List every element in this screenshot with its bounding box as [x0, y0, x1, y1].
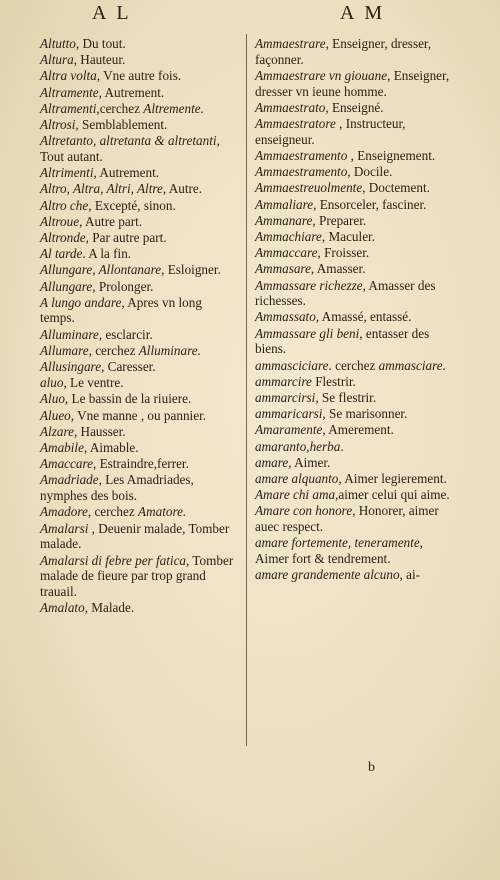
entry-definition: , Doctement.: [362, 180, 430, 196]
dictionary-entry: [40, 101, 236, 117]
dictionary-entry: [255, 390, 458, 406]
entry-headword: Ammachiare: [255, 228, 322, 244]
right-column: [255, 36, 458, 583]
entry-definition: , Les Amadriades, nymphes des bois.: [40, 472, 194, 504]
dictionary-entry: [40, 133, 236, 164]
dictionary-entry: [40, 181, 236, 197]
entry-definition: , Le bassin de la riuiere.: [64, 391, 192, 407]
entry-definition: , Ensorceler, fasciner.: [313, 196, 427, 212]
entry-headword: Ammanare: [255, 212, 313, 228]
entry-definition: , Esloigner.: [161, 262, 221, 278]
entry-headword: ammaricarsi: [255, 406, 323, 422]
entry-headword: Altro che: [40, 197, 89, 213]
entry-headword: Altronde: [40, 229, 86, 245]
dictionary-entry: [40, 36, 236, 52]
entry-definition: . A la fin.: [82, 246, 132, 262]
dictionary-entry: [40, 165, 236, 181]
dictionary-entry: [40, 214, 236, 230]
dictionary-entry: [255, 36, 458, 67]
entry-headword: Altretanto, altretanta & altretanti: [40, 133, 217, 149]
entry-definition: ,aimer celui qui aime.: [335, 487, 450, 503]
entry-definition: , Excepté, sinon.: [88, 197, 176, 213]
entry-headword: amare: [255, 454, 289, 470]
dictionary-entry: [255, 68, 458, 99]
dictionary-entry: [40, 279, 236, 295]
entry-definition: , Autrement.: [98, 84, 165, 100]
dictionary-entry: [40, 375, 236, 391]
dictionary-entry: [255, 487, 458, 503]
entry-definition: , esclarcir.: [98, 326, 153, 342]
entry-definition: , Vne manne , ou pannier.: [70, 407, 207, 423]
entry-definition: , Hauteur.: [73, 52, 126, 68]
entry-headword: Amaccare: [40, 456, 93, 472]
dictionary-entry: [255, 213, 458, 229]
entry-headword: Ammaestrare: [255, 36, 326, 51]
entry-definition: , Tomber malade de fieure par trop grand trauail.: [40, 552, 234, 599]
entry-headword: Ammassato: [255, 309, 316, 325]
entry-definition: , Vne autre fois.: [96, 68, 182, 84]
entry-headword: Ammaestratore: [255, 116, 336, 132]
dictionary-entry: [40, 198, 236, 214]
dictionary-entry: [40, 327, 236, 343]
header-right: A M: [340, 2, 386, 24]
entry-definition: , Deuenir malade, Tomber malade.: [40, 520, 230, 552]
dictionary-entry: [40, 521, 236, 552]
dictionary-entry: [40, 85, 236, 101]
dictionary-entry: [40, 391, 236, 407]
entry-headword: Allungare: [40, 278, 93, 294]
dictionary-entry: [255, 100, 458, 116]
dictionary-entry: [255, 261, 458, 277]
entry-definition: , Froisser.: [317, 245, 370, 261]
dictionary-entry: [40, 359, 236, 375]
entry-definition: , Maculer.: [321, 228, 376, 244]
entry-definition: , Enseigner, dresser, façonner.: [255, 36, 432, 67]
dictionary-entry: [40, 343, 236, 359]
entry-headword: amaranto,herba: [255, 438, 341, 454]
dictionary-entry: [255, 471, 458, 487]
entry-definition: , Du tout.: [75, 36, 126, 51]
entry-cross-reference: Altremente.: [143, 100, 204, 116]
entry-headword: Altroue: [40, 213, 80, 229]
entry-headword: Altura: [40, 52, 74, 68]
dictionary-entry: [40, 600, 236, 616]
entry-headword: Amabile: [40, 440, 84, 456]
entry-definition: .: [340, 438, 344, 454]
running-header: [0, 2, 500, 30]
entry-headword: ammarcirsi: [255, 389, 316, 405]
entry-headword: Alluminare: [40, 326, 99, 342]
dictionary-entry: [255, 358, 458, 374]
entry-definition: , Instructeur, enseigneur.: [255, 116, 406, 147]
entry-headword: Ammaestrare vn giouane: [255, 67, 388, 83]
dictionary-entry: [255, 406, 458, 422]
entry-headword: Allumare: [40, 342, 89, 358]
entry-headword: Ammaestreuolmente: [255, 180, 363, 196]
dictionary-entry: [255, 197, 458, 213]
entry-definition: , Aimable.: [83, 440, 139, 456]
entry-headword: Amare chi ama: [255, 487, 336, 503]
entry-headword: Altramenti: [40, 100, 97, 116]
entry-headword: Amaramente: [255, 422, 323, 438]
dictionary-entry: [40, 472, 236, 503]
dictionary-entry: [40, 68, 236, 84]
dictionary-entry: [255, 116, 458, 147]
entry-definition: , Honorer, aimer auec respect.: [255, 503, 439, 535]
entry-definition: , Se flestrir.: [315, 389, 377, 405]
entry-headword: Amadore: [40, 504, 88, 520]
entry-headword: Ammasare: [255, 261, 311, 277]
entry-definition: , Enseigner, dresser vn ieune homme.: [255, 67, 450, 99]
entry-definition: , Amasser des richesses.: [255, 277, 436, 309]
entry-headword: amare alquanto: [255, 470, 339, 486]
entry-definition: , Autrement.: [93, 165, 160, 181]
entry-headword: Ammaestrato: [255, 99, 326, 115]
dictionary-entry: [255, 503, 458, 534]
dictionary-entry: [40, 440, 236, 456]
entry-headword: Allungare, Allontanare: [40, 262, 162, 278]
dictionary-entry: [255, 455, 458, 471]
entry-headword: Ammaccare: [255, 245, 318, 261]
entry-definition: ,cerchez: [96, 100, 144, 116]
entry-definition: Flestrir.: [311, 373, 356, 389]
entry-definition: , cerchez: [88, 342, 139, 358]
entry-definition: , Semblablement.: [75, 117, 168, 133]
entry-definition: , Par autre part.: [85, 229, 167, 245]
entry-headword: ammasciciare: [255, 357, 329, 373]
entry-definition: , Preparer.: [312, 212, 367, 228]
dictionary-entry: [255, 309, 458, 325]
entry-definition: , Prolonger.: [92, 278, 154, 294]
dictionary-entry: [255, 374, 458, 390]
entry-headword: Altrosi: [40, 117, 76, 133]
entry-headword: Aluo: [40, 391, 65, 407]
entry-definition: , Tout autant.: [40, 133, 220, 164]
entry-definition: , Aimer legierement.: [338, 470, 447, 486]
entry-cross-reference: ammasciare.: [378, 357, 446, 373]
dictionary-entry: [255, 148, 458, 164]
entry-headword: amare fortemente, teneramente: [255, 535, 420, 551]
entry-headword: A lungo andare: [40, 294, 122, 310]
entry-headword: Altra volta: [40, 68, 97, 84]
dictionary-entry: [40, 295, 236, 326]
entry-headword: Ammaestramento: [255, 147, 348, 163]
entry-headword: Alzare: [40, 423, 74, 439]
entry-definition: , Le ventre.: [63, 375, 124, 391]
entry-headword: Ammaestramento: [255, 164, 348, 180]
entry-headword: Ammassare richezze: [255, 277, 363, 293]
signature-mark: b: [368, 760, 375, 775]
dictionary-entry: [40, 117, 236, 133]
entry-headword: Allusingare: [40, 359, 102, 375]
dictionary-entry: [255, 229, 458, 245]
entry-headword: Alueo: [40, 407, 71, 423]
entry-definition: , Estraindre,ferrer.: [92, 456, 189, 472]
dictionary-entry: [40, 456, 236, 472]
dictionary-entry: [40, 408, 236, 424]
entry-definition: , Hausser.: [73, 423, 126, 439]
dictionary-entry: [255, 164, 458, 180]
entry-definition: . cerchez: [328, 357, 379, 373]
entry-definition: , entasser des biens.: [255, 325, 430, 357]
entry-definition: , Malade.: [84, 600, 135, 616]
dictionary-entry: [255, 278, 458, 309]
entry-definition: , Autre part.: [79, 213, 143, 229]
entry-definition: , Apres vn long temps.: [40, 294, 202, 326]
entry-definition: , Docile.: [347, 164, 393, 180]
dictionary-entry: [255, 567, 458, 583]
entry-cross-reference: Amatore.: [138, 504, 187, 520]
dictionary-entry: [40, 504, 236, 520]
entry-definition: , Aimer fort & tendrement.: [255, 535, 423, 566]
entry-definition: , Autre.: [162, 181, 203, 197]
dictionary-entry: [255, 535, 458, 566]
dictionary-entry: [40, 424, 236, 440]
entry-headword: Amadriade: [40, 472, 99, 488]
entry-definition: , cerchez: [87, 504, 139, 520]
entry-headword: Amalato: [40, 600, 85, 616]
dictionary-entry: [255, 326, 458, 357]
entry-definition: , Amerement.: [322, 422, 394, 438]
entry-headword: Ammaliare: [255, 196, 314, 212]
dictionary-entry: [255, 439, 458, 455]
entry-headword: Altramente: [40, 84, 99, 100]
entry-headword: Altrimenti: [40, 165, 94, 181]
dictionary-entry: [40, 52, 236, 68]
entry-definition: , Enseigné.: [325, 99, 384, 115]
entry-headword: Altutto: [40, 36, 76, 51]
entry-cross-reference: Alluminare.: [138, 342, 201, 358]
dictionary-entry: [255, 180, 458, 196]
entry-headword: amare grandemente alcuno: [255, 567, 400, 583]
entry-definition: , Caresser.: [101, 359, 156, 375]
entry-headword: ammarcire: [255, 373, 312, 389]
entry-definition: , Se marisonner.: [322, 406, 408, 422]
entry-headword: Amalarsi di febre per fatica: [40, 552, 187, 568]
dictionary-entry: [255, 422, 458, 438]
entry-definition: , Enseignement.: [347, 147, 436, 163]
entry-definition: , Amasser.: [310, 261, 366, 277]
entry-headword: Al tarde: [40, 246, 83, 262]
entry-headword: Ammassare gli beni: [255, 325, 360, 341]
dictionary-entry: [40, 553, 236, 600]
dictionary-entry: [255, 245, 458, 261]
dictionary-entry: [40, 262, 236, 278]
dictionary-entry: [40, 246, 236, 262]
left-column: [40, 36, 236, 616]
entry-definition: , Amassé, entassé.: [315, 309, 412, 325]
entry-headword: Amare con honore: [255, 503, 353, 519]
entry-headword: aluo: [40, 375, 64, 391]
entry-headword: Amalarsi: [40, 520, 89, 536]
column-divider: [246, 34, 247, 746]
entry-definition: , Aimer.: [288, 454, 331, 470]
header-left: A L: [92, 2, 132, 24]
entry-definition: , ai-: [399, 567, 421, 583]
entry-headword: Altro, Altra, Altri, Altre: [40, 181, 163, 197]
dictionary-entry: [40, 230, 236, 246]
